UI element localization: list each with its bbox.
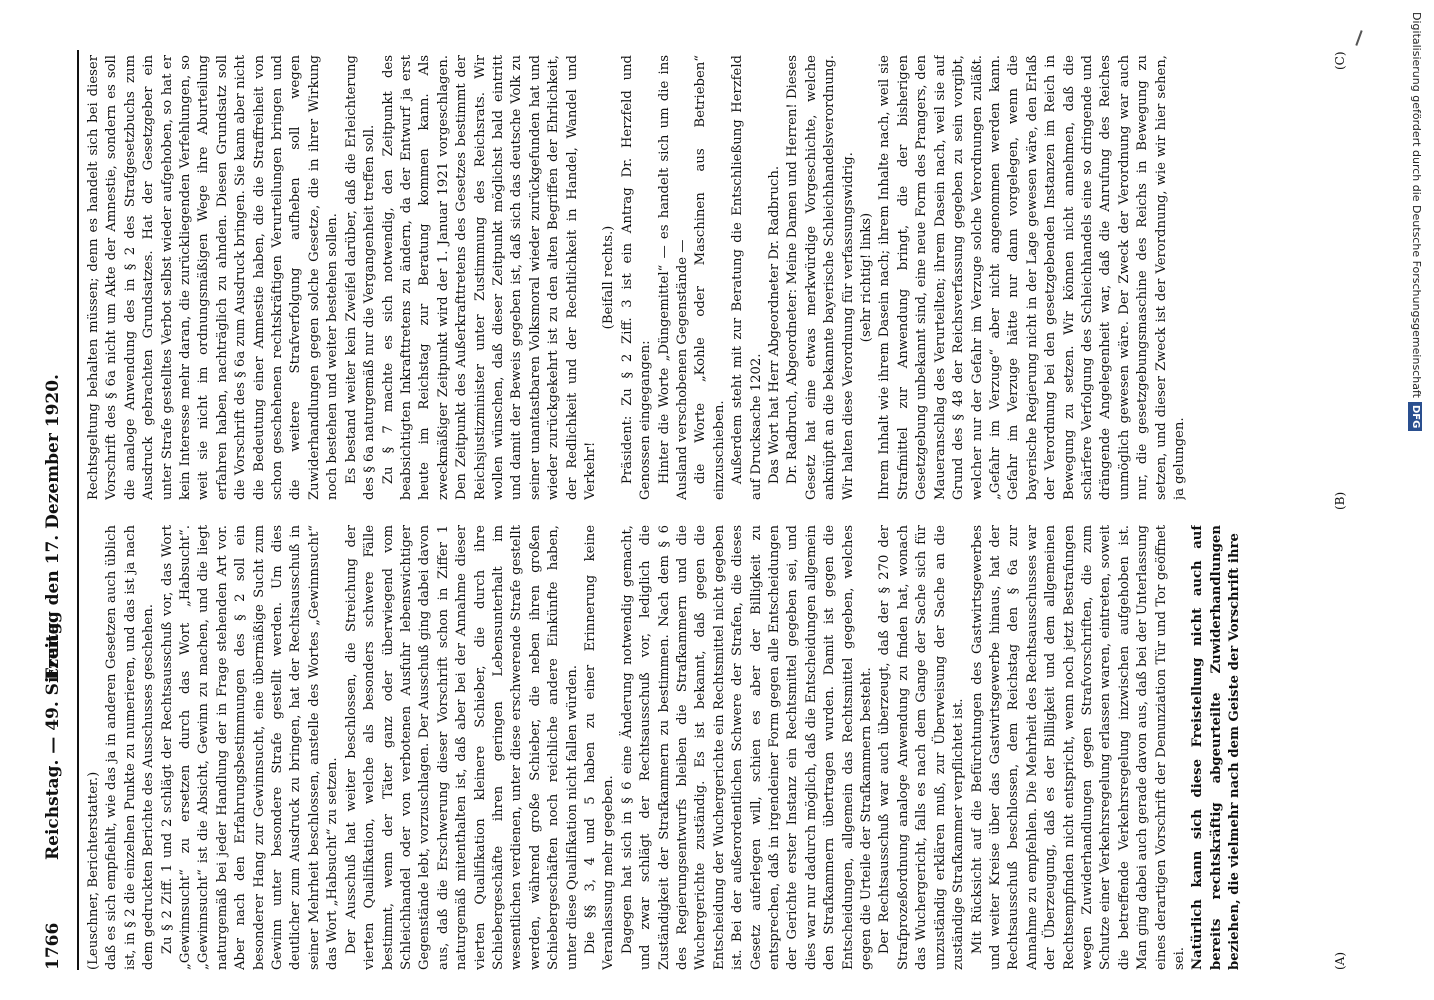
paragraph: Der Rechtsausschuß war auch überzeugt, daß der § 270 der Strafprozeßordnung analoge Anwendung zu finden hat, wonach das Wuchergericht, falls es nach dem Gange der Sache sich für unzuständig erklären muß, zur Überweisung der Sache an die zuständige Strafkammer verpflichtet ist.	[877, 525, 967, 970]
paragraph: Der Ausschuß hat weiter beschlossen, die Streichung der vierten Qualifikation, welche als besonders schwere Fälle bestimmt, wenn der Täter ganz oder überwiegend vom Schleichhandel oder von verbotenen Ausfuhr lebenswichtiger Gegenstände lebt, vorzuschlagen. Der Ausschuß ging dabei davon aus, daß die Erschwerung dieser Vorschrift schon in Ziffer 1 naturgemäß mitenthalten ist, daß aber bei der Annahme dieser vierten Qualifikation kleinere Schieber, die durch ihre Schiebergeschäfte ihren geringen Lebensunterhalt im wesentlichen verdienen, unter diese erschwerende Strafe gestellt werden, während große Schieber, die neben ihren großen Schiebergeschäften noch reichliche andere Einkünfte haben, unter diese Qualifikation nicht fallen würden.	[343, 525, 580, 970]
credit-text: Digitalisierung gefördert durch die Deutsche Forschungsgemeinschaft	[1410, 12, 1423, 398]
margin-mark-b: (B)	[1333, 491, 1347, 510]
page-number: 1766	[43, 922, 63, 970]
margin-mark-c: (C)	[1333, 51, 1347, 70]
session-title: Reichstag. — 49. Sitzung.	[43, 616, 63, 860]
paragraph: Hinter die Worte „Düngemittel“ — es handelt sich um die ins Ausland verschobenen Gegenstände —	[656, 55, 690, 500]
paragraph: Außerdem steht mit zur Beratung die Entschließung Herzfeld auf Drucksache 1202.	[730, 55, 764, 500]
left-text-column	[85, 525, 1365, 970]
interjection: (sehr richtig! links)	[859, 212, 875, 343]
digitization-credit	[1406, 12, 1426, 1000]
speech-paragraph: Dr. Radbruch, Abgeordneter: Meine Damen und Herren! Dieses Gesetz hat eine etwas merkwürdige Vorgeschichte, welche anknüpft an die bekannte bayerische Schleichhandelsverordnung. Wir halten diese Verordnung für verfassungswidrig.	[785, 55, 856, 500]
margin-mark-a: (A)	[1333, 951, 1347, 970]
president-remark: Präsident: Zu § 2 Ziff. 3 ist ein Antrag Dr. Herzfeld und Genossen eingegangen:	[619, 55, 654, 500]
paragraph: die Worte „Kohle oder Maschinen aus Betrieben“ einzuschieben.	[693, 55, 727, 500]
speech-paragraph: Ihrem Inhalt wie ihrem Dasein nach; ihrem Inhalte nach, weil sie Strafmittel zur Anwendung bringt, die der bisherigen Gesetzgebung unbekannt sind, eine neue Form des Prangers, den Maueranschlag des Verurteilten; ihrem Dasein nach, weil sie auf Grund des § 48 der Reichsverfassung gegeben zu sein vorgibt, welcher nur der Gefahr im Verzuge solche Verordnungen zuläßt. „Gefahr im Verzuge“ aber nicht angenommen werden kann. Gefahr im Verzuge hätte nur dann vorgelegen, wenn die bayerische Regierung nicht in der Lage gewesen wäre, den Erlaß der Verordnung bei den gesetzgebenden Instanzen im Reich in Bewegung zu setzen. Wir können nicht annehmen, daß die schärfere Verfolgung des Schleichhandels eine so dringende und drängende Angelegenheit war, daß die Anrufung des Reiches unmöglich gewesen wäre. Der Zweck der Verordnung war auch nur, die gesetzgebungsmaschine des Reichs in Bewegung zu setzen, und dieser Zweck ist der Verordnung, wie wir hier sehen, ja gelungen.	[877, 55, 1187, 500]
speaker-note: (Leuschner, Berichterstatter.)	[86, 771, 101, 970]
paragraph: daß es sich empfiehlt, wie das ja in anderen Gesetzen auch üblich ist, in § 2 die einzelnen Punkte zu numerieren, und das ist ja nach dem gedruckten Berichte des Ausschusses geschehen.	[104, 525, 157, 970]
page-header	[37, 50, 79, 970]
paragraph: Das Wort hat Herr Abgeordneter Dr. Radbruch.	[767, 165, 783, 485]
paragraph: Zu § 7 machte es sich notwendig, den Zeitpunkt des beabsichtigten Inkrafttretens zu ändern, da der Entwurf ja erst heute im Reichstag zur Beratung kommen kann. Als zweckmäßiger Zeitpunkt wird der 1. Januar 1921 vorgeschlagen. Den Zeitpunkt des Außerkrafttretens des Gesetzes bestimmt der Reichsjustizminister unter Zustimmung des Reichsrats. Wir wollen wünschen, daß dieser Zeitpunkt möglichst bald eintritt und damit der Beweis gegeben ist, daß sich das deutsche Volk zu seiner unantastbaren Volksmoral wieder zurückgefunden hat und wieder zurückgekehrt ist zu den alten Begriffen der Ehrlichkeit, der Redlichkeit und der Rechtlichkeit in Handel, Wandel und Verkehr!	[380, 55, 598, 500]
rotated-document-page	[37, 50, 1357, 970]
paragraph: Dagegen hat sich in § 6 eine Änderung notwendig gemacht, und zwar schlägt der Rechtsausschuß vor, lediglich die Zuständigkeit der Strafkammern zu bestimmen. Nach dem § 6 des Regierungsentwurfs bleiben die Strafkammern und die Wuchergerichte zuständig. Es ist bekannt, daß gegen die Entscheidung der Wuchergerichte ein Rechtsmittel nicht gegeben ist. Bei der außerordentlichen Schwere der Strafen, die dieses Gesetz auferlegen will, schien es aber der Billigkeit zu entsprechen, daß in irgendeiner Form gegen alle Entscheidungen der Gerichte erster Instanz ein Rechtsmittel gegeben sei, und dies war nur dadurch möglich, daß die Entscheidungen allgemein den Strafkammern übertragen wurden. Damit ist gegen die Entscheidungen, allgemein das Rechtsmittel gegeben, welches gegen die Urteile der Strafkammern besteht.	[619, 525, 875, 970]
pencil-mark	[1355, 30, 1362, 46]
right-text-column	[85, 55, 1365, 500]
dfg-logo: DFG	[1408, 402, 1422, 431]
paragraph: Rechtsgeltung behalten müssen; denn es handelt sich bei dieser Vorschrift des § 6a nicht um Akte der Amnestie, sondern es soll die analoge Anwendung des in § 2 des Strafgesetzbuchs zum Ausdruck gebrachten Grundsatzes. Hat der Gesetzgeber ein unter Strafe gestelltes Verbot selbst wieder aufgehoben, so hat er kein Interesse mehr daran, die zurückliegenden Verfehlungen, so weit sie nicht im ordnungsmäßigen Wege ihre Aburteilung erfahren haben, nachträglich zu ahnden. Diesen Grundsatz soll die Vorschrift des § 6a zum Ausdruck bringen. Sie kann aber nicht die Bedeutung einer Amnestie haben, die die Straffreiheit von schon geschehenen rechtskräftigen Verurteilungen bringen und die weitere Strafverfolgung aufheben soll wegen Zuwiderhandlungen gegen solche Gesetze, die in ihrer Wirkung noch bestehen und weiter bestehen sollen.	[86, 55, 341, 500]
paragraph: Zu § 2 Ziff. 1 und 2 schlägt der Rechtsausschuß vor, das Wort „Gewinnsucht“ zu ersetzen durch das Wort „Habsucht“. „Gewinnsucht“ ist die Absicht, Gewinn zu machen, und die liegt naturgemäß bei jeder Handlung der in Frage stehenden Art vor. Aber nach den Erfahrungsbestimmungen des § 2 soll ein besonderer Hang zur Gewinnsucht, eine übermäßige Sucht zum Gewinn unter besondere Strafe gestellt werden. Um dies deutlicher zum Ausdruck zu bringen, hat der Rechtsausschuß in seiner Mehrheit beschlossen, anstelle des Wortes „Gewinnsucht“ das Wort „Habsucht“ zu setzen.	[159, 525, 341, 970]
paragraph: Es bestand weiter kein Zweifel darüber, daß die Erleichterung des § 6a naturgemäß nur die Vergangenheit treffen soll.	[343, 55, 378, 500]
session-date: Freitag den 17. Dezember 1920.	[43, 374, 63, 680]
paragraph: Mit Rücksicht auf die Befürchtungen des Gastwirtsgewerbes und weiter Kreise über das Gastwirtsgewerbe hinaus, hat der Rechtsausschuß beschlossen, dem Reichstag den § 6a zur Annahme zu empfehlen. Die Mehrheit des Rechtsausschusses war der Überzeugung, daß es der Billigkeit und dem allgemeinen Rechtsempfinden nicht entspricht, wenn noch jetzt Bestrafungen wegen Zuwiderhandlungen gegen Strafvorschriften, die zum Schutze einer Verkehrsregelung erlassen waren, eintreten, soweit die betreffende Verkehrsregelung inzwischen aufgehoben ist. Man ging dabei auch gerade davon aus, daß bei der Unterlassung eines derartigen Vorschrift der Denunziation Tür und Tor geöffnet sei.	[969, 525, 1187, 970]
paragraph: Natürlich kann sich diese Freistellung nicht auch auf bereits rechtskräftig abgeurteilte Zuwiderhandlungen beziehen, die vielmehr nach dem Geiste der Vorschrift ihre	[1190, 525, 1243, 970]
applause-note: (Beifall rechts.)	[601, 225, 617, 330]
paragraph: Die §§ 3, 4 und 5 haben zu einer Erinnerung keine Veranlassung mehr gegeben.	[582, 525, 617, 970]
